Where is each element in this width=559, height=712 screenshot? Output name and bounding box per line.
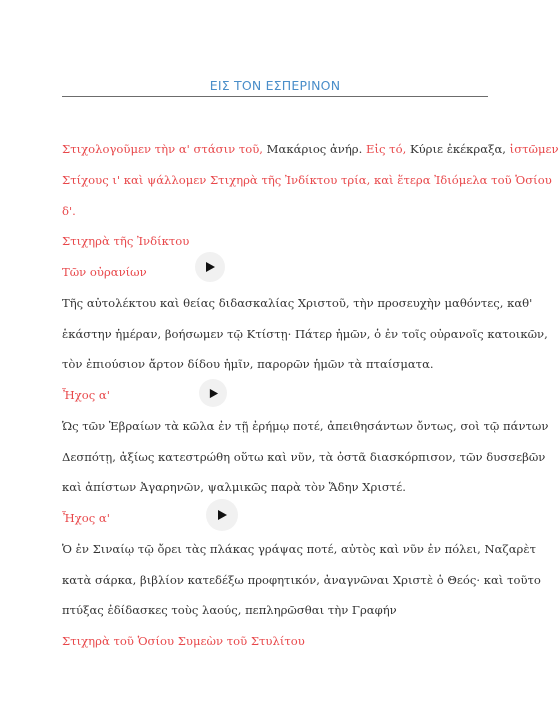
play-icon: [204, 261, 216, 273]
page-title: ΕΙΣ ΤΟΝ ΕΣΠΕΡΙΝΟΝ: [209, 78, 341, 93]
hymn-text-line: ἑκάστην ἡμέραν, βοήσωμεν τῷ Κτίστῃ· Πάτερ ἡμῶν, ὁ ἐν τοῖς οὐρανοῖς κατοικῶν,: [62, 327, 548, 341]
rubric-text: Εἰς τό,: [362, 142, 407, 156]
hymn-text-line: Ὁ ἐν Σιναίῳ τῷ ὄρει τὰς πλάκας γράψας ποτέ, αὐτὸς καὶ νῦν ἐν πόλει, Ναζαρὲτ: [62, 542, 536, 556]
incipit-text: Μακάριος ἀνήρ.: [263, 142, 363, 156]
rubric-text: ἱστῶμεν: [505, 142, 559, 156]
rubric-text: Στιχολογοῦμεν τὴν α' στάσιν τοῦ,: [62, 142, 263, 156]
hymn-label: Ἦχος α': [62, 511, 110, 525]
hymn-text-line: τὸν ἐπιούσιον ἄρτον δίδου ἡμῖν, παρορῶν ἡμῶν τὰ πταίσματα.: [62, 357, 434, 371]
hymn-text-line: Δεσπότῃ, ἀξίως κατεστρώθη οὕτω καὶ νῦν, τὰ ὀστᾶ διασκόρπισον, τῶν δυσσεβῶν: [62, 450, 546, 464]
incipit-text: Κύριε ἐκέκραξα,: [406, 142, 506, 156]
hymn-text-line: Τῆς αὐτολέκτου καὶ θείας διδασκαλίας Χριστοῦ, τὴν προσευχὴν μαθόντες, καθ': [62, 296, 533, 310]
hymn-text-line: καὶ ἀπίστων Ἀγαρηνῶν, ψαλμικῶς παρὰ τὸν Ἅδην Χριστέ.: [62, 480, 406, 494]
play-button[interactable]: [199, 379, 227, 407]
play-icon: [208, 388, 219, 399]
play-button[interactable]: [195, 252, 225, 282]
play-button[interactable]: [206, 499, 238, 531]
hymn-text-line: Ὡς τῶν Ἑβραίων τὰ κῶλα ἐν τῇ ἐρήμῳ ποτέ, ἀπειθησάντων ὄντως, σοὶ τῷ πάντων: [62, 419, 549, 433]
play-icon: [216, 509, 228, 521]
intro-line-1: [62, 141, 559, 157]
section-heading: Στιχηρὰ τοῦ Ὁσίου Συμεὼν τοῦ Στυλίτου: [62, 634, 305, 648]
intro-line-2: Στίχους ι' καὶ ψάλλομεν Στιχηρὰ τῆς Ἰνδίκτου τρία, καὶ ἕτερα Ἰδιόμελα τοῦ Ὁσίου: [62, 173, 552, 187]
hymn-label: Ἦχος α': [62, 388, 110, 402]
title-divider: [62, 96, 488, 97]
section-heading: Στιχηρὰ τῆς Ἰνδίκτου: [62, 234, 190, 248]
hymn-text-line: πτύξας ἐδίδασκες τοὺς λαούς, πεπληρῶσθαι τὴν Γραφήν: [62, 603, 397, 617]
hymn-label: Τῶν οὐρανίων: [62, 265, 147, 279]
intro-line-3: δ'.: [62, 204, 76, 218]
hymn-text-line: κατὰ σάρκα, βιβλίον κατεδέξω προφητικόν, ἀναγνῶναι Χριστὲ ὁ Θεός· καὶ τοῦτο: [62, 573, 541, 587]
